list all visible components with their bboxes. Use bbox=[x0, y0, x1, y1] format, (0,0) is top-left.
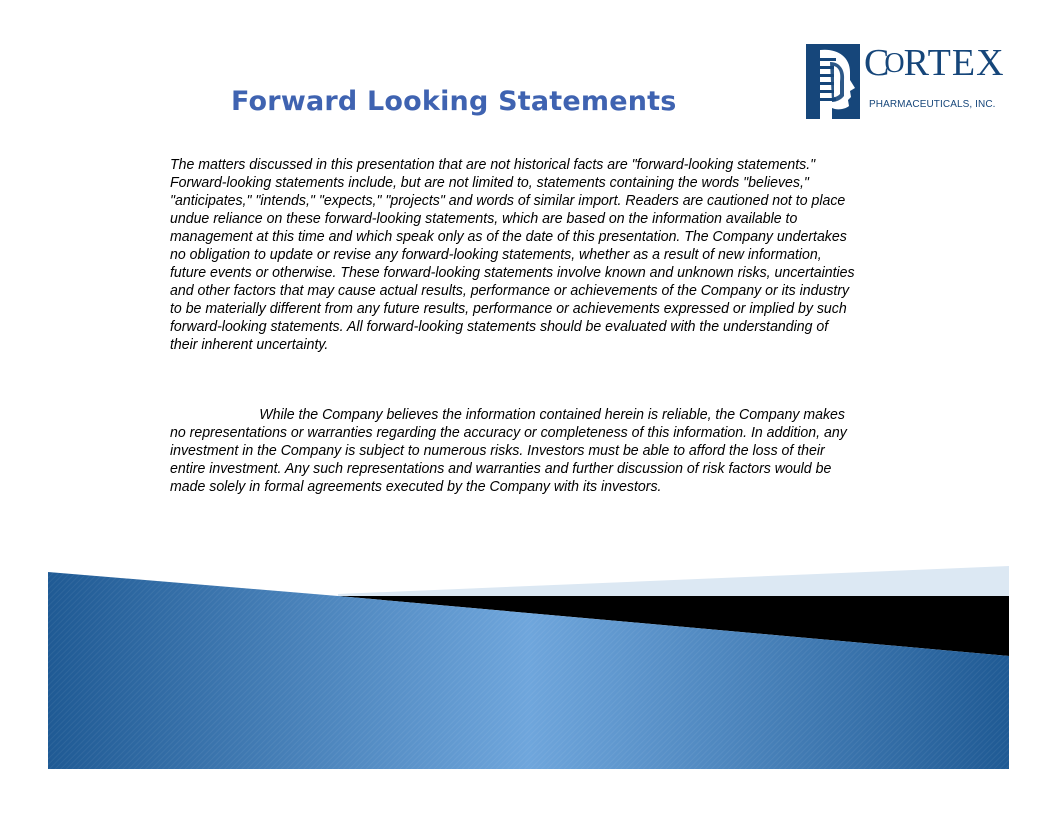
logo-letter-c: C bbox=[864, 42, 891, 84]
slide-title: Forward Looking Statements bbox=[231, 86, 677, 117]
logo-letter-o: O bbox=[884, 48, 906, 79]
company-logo bbox=[806, 44, 1012, 120]
logo-wordmark bbox=[864, 44, 1005, 82]
logo-subtitle: PHARMACEUTICALS, INC. bbox=[869, 99, 996, 110]
banner-pale-wedge bbox=[338, 566, 1009, 596]
logo-letters-rtex: RTEX bbox=[903, 42, 1005, 84]
disclaimer-paragraph-1: The matters discussed in this presentation that are not historical facts are "forward-looking statements." Forward-looking statements include, but are not limited to, statements containing the words "believes," "anticipates," "intends," "expects," "projects" and words of similar import. Readers are cautioned not to place undue reliance on these forward-looking statements, which are based on the information available to management at this time and which speak only as of the date of this presentation. The Company undertakes no obligation to update or revise any forward-looking statements, whether as a result of new information, future events or otherwise. These forward-looking statements involve known and unknown risks, uncertainties and other factors that may cause actual results, performance or achievements of the Company or its industry to be materially different from any future results, performance or achievements expressed or implied by such forward-looking statements. All forward-looking statements should be evaluated with the understanding of their inherent uncertainty. bbox=[170, 156, 855, 353]
decorative-banner bbox=[48, 566, 1009, 769]
disclaimer-paragraph-2: While the Company believes the information contained herein is reliable, the Company makes no representations or warranties regarding the accuracy or completeness of this information. In addition, any investment in the Company is subject to numerous risks. Investors must be able to afford the loss of their entire investment. Any such representations and warranties and further discussion of risk factors would be made solely in formal agreements executed by the Company with its investors. bbox=[170, 406, 847, 495]
head-profile-icon bbox=[806, 44, 860, 119]
